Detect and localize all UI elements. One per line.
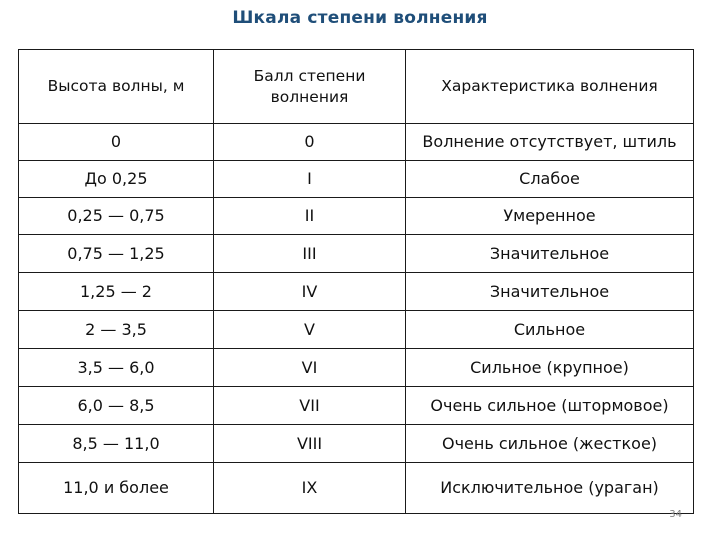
column-header-wave-height: Высота волны, м (19, 50, 214, 124)
column-header-sea-state-description: Характеристика волнения (406, 50, 694, 124)
wave-height-cell: 0,25 — 0,75 (19, 198, 214, 235)
table-row (19, 161, 694, 198)
sea-state-score-cell: IV (214, 273, 406, 311)
sea-state-description-cell: Очень сильное (штормовое) (406, 387, 694, 425)
page-title: Шкала степени волнения (232, 8, 488, 28)
wave-height-cell: 11,0 и более (19, 463, 214, 514)
sea-state-score-cell: IX (214, 463, 406, 514)
table-row (19, 198, 694, 235)
wave-height-cell: 8,5 — 11,0 (19, 425, 214, 463)
wave-height-cell: 0,75 — 1,25 (19, 235, 214, 273)
wave-height-cell: 6,0 — 8,5 (19, 387, 214, 425)
sea-state-description-cell: Сильное (406, 311, 694, 349)
wave-height-cell: 2 — 3,5 (19, 311, 214, 349)
sea-state-description-cell: Волнение отсутствует, штиль (406, 124, 694, 161)
table-header-row (19, 50, 694, 124)
table-row (19, 124, 694, 161)
sea-state-score-cell: VIII (214, 425, 406, 463)
wave-scale-table (18, 49, 694, 514)
wave-height-cell: 3,5 — 6,0 (19, 349, 214, 387)
sea-state-score-cell: V (214, 311, 406, 349)
sea-state-description-cell: Очень сильное (жесткое) (406, 425, 694, 463)
sea-state-score-cell: II (214, 198, 406, 235)
table-row (19, 311, 694, 349)
sea-state-description-cell: Исключительное (ураган) (406, 463, 694, 514)
table-row (19, 463, 694, 514)
sea-state-score-cell: III (214, 235, 406, 273)
sea-state-description-cell: Значительное (406, 273, 694, 311)
sea-state-description-cell: Слабое (406, 161, 694, 198)
sea-state-score-cell: VII (214, 387, 406, 425)
wave-height-cell: 1,25 — 2 (19, 273, 214, 311)
table-row (19, 387, 694, 425)
sea-state-description-cell: Сильное (крупное) (406, 349, 694, 387)
sea-state-description-cell: Значительное (406, 235, 694, 273)
wave-height-cell: 0 (19, 124, 214, 161)
sea-state-score-cell: VI (214, 349, 406, 387)
table-row (19, 425, 694, 463)
table-row (19, 349, 694, 387)
sea-state-score-cell: 0 (214, 124, 406, 161)
page-number: 34 (669, 509, 682, 520)
sea-state-score-cell: I (214, 161, 406, 198)
table-row (19, 273, 694, 311)
wave-height-cell: До 0,25 (19, 161, 214, 198)
table-row (19, 235, 694, 273)
sea-state-description-cell: Умеренное (406, 198, 694, 235)
column-header-sea-state-score: Балл степени волнения (214, 50, 406, 124)
